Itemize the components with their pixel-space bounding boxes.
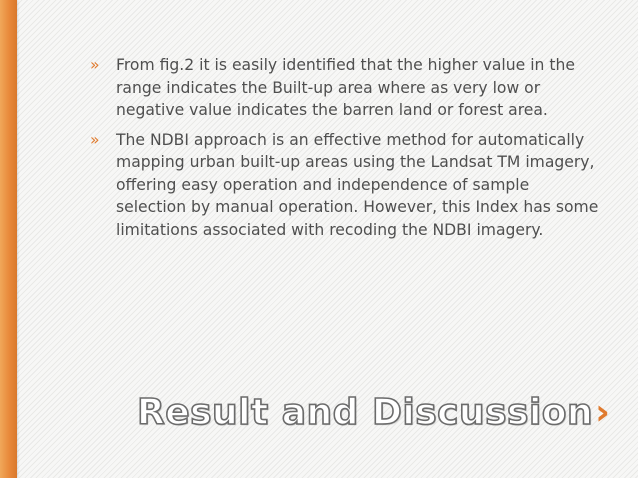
slide-title: Result and Discussion (136, 392, 594, 433)
chevron-right-icon: › (595, 391, 610, 433)
bullet-text: From fig.2 it is easily identified that the higher value in the range indicates the Built-up area where as very low or negative value indicates the barren land or forest area. (116, 56, 575, 119)
bullet-text: The NDBI approach is an effective method for automatically mapping urban built-up areas using the Landsat TM imagery, offering easy operation and independence of sample selection by manual operation. However, this Index has some limitations associated with recoding the NDBI imagery. (116, 130, 599, 239)
slide-body (90, 54, 602, 248)
bullet-item (90, 129, 602, 242)
bullet-item (90, 54, 602, 122)
bullet-list (90, 54, 602, 241)
slide-title-area (137, 392, 610, 433)
double-chevron-right-icon: » (90, 130, 100, 149)
accent-side-bar (0, 0, 17, 478)
double-chevron-right-icon: » (90, 56, 100, 74)
